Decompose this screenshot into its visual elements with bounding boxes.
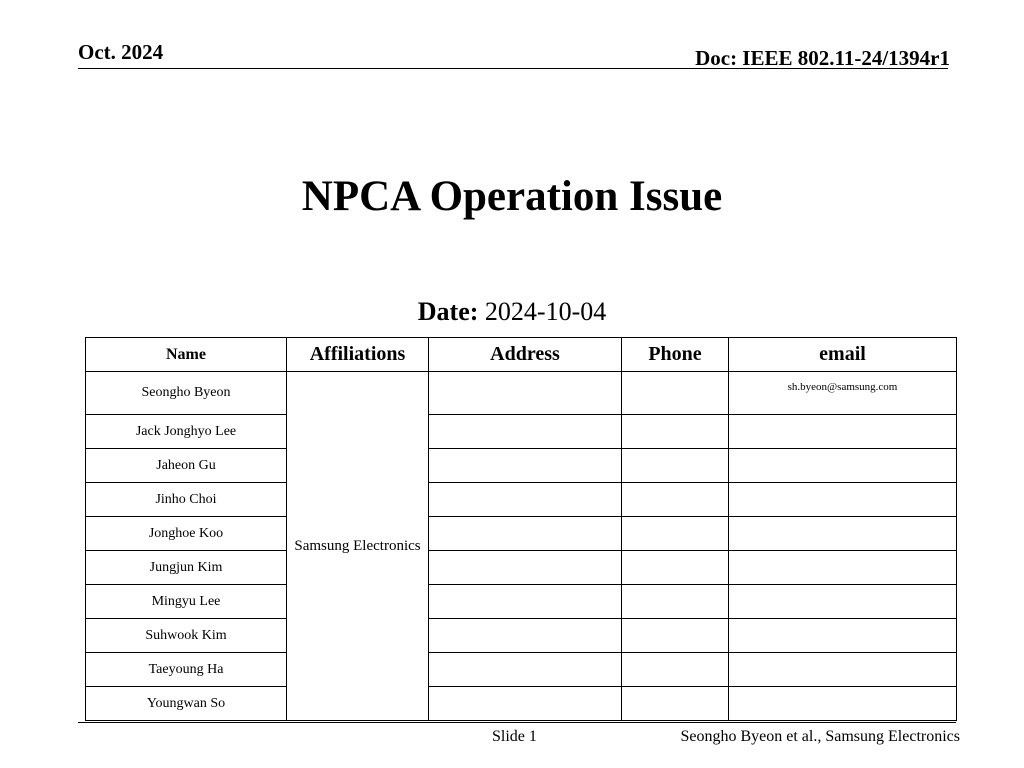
table-row: [86, 483, 957, 517]
author-email: [729, 619, 957, 653]
author-phone: [622, 449, 729, 483]
author-address: [429, 619, 622, 653]
footer-authors: Seongho Byeon et al., Samsung Electronics: [680, 728, 960, 745]
author-phone: [622, 653, 729, 687]
author-name: Jonghoe Koo: [86, 517, 287, 551]
table-row: [86, 653, 957, 687]
author-phone: [622, 619, 729, 653]
table-row: [86, 619, 957, 653]
table-row: [86, 517, 957, 551]
column-header-name: Name: [86, 338, 287, 372]
table-row: [86, 687, 957, 721]
date-line: [0, 297, 1024, 327]
author-email: [729, 483, 957, 517]
table-header-row: [86, 338, 957, 372]
table-row: [86, 551, 957, 585]
author-name: Jack Jonghyo Lee: [86, 415, 287, 449]
table-row: [86, 585, 957, 619]
author-address: [429, 517, 622, 551]
author-email: [729, 449, 957, 483]
column-header-email: email: [729, 338, 957, 372]
author-address: [429, 551, 622, 585]
table-row: [86, 449, 957, 483]
footer-divider: [78, 722, 956, 723]
table-row: [86, 415, 957, 449]
author-name: Jungjun Kim: [86, 551, 287, 585]
author-name: Youngwan So: [86, 687, 287, 721]
author-address: [429, 653, 622, 687]
author-phone: [622, 551, 729, 585]
header-doc-id: Doc: IEEE 802.11-24/1394r1: [695, 46, 950, 70]
author-phone: [622, 415, 729, 449]
author-phone: [622, 687, 729, 721]
author-address: [429, 585, 622, 619]
header-date: Oct. 2024: [78, 40, 164, 64]
authors-table: [85, 337, 957, 721]
date-value: 2024-10-04: [484, 297, 607, 326]
author-address: [429, 372, 622, 415]
author-email: [729, 517, 957, 551]
author-affiliation: Samsung Electronics: [287, 372, 429, 721]
header-divider: [78, 68, 948, 69]
author-email: sh.byeon@samsung.com: [729, 372, 957, 415]
date-label: Date:: [417, 297, 479, 326]
author-email: [729, 585, 957, 619]
author-email: [729, 551, 957, 585]
author-email: [729, 653, 957, 687]
footer-slide-number: Slide 1: [492, 728, 537, 745]
author-phone: [622, 585, 729, 619]
author-address: [429, 483, 622, 517]
slide-title: NPCA Operation Issue: [301, 173, 723, 220]
author-address: [429, 687, 622, 721]
author-address: [429, 415, 622, 449]
author-name: Mingyu Lee: [86, 585, 287, 619]
author-name: Seongho Byeon: [86, 372, 287, 415]
author-phone: [622, 517, 729, 551]
author-address: [429, 449, 622, 483]
author-phone: [622, 483, 729, 517]
author-name: Jinho Choi: [86, 483, 287, 517]
author-email: [729, 415, 957, 449]
column-header-affiliations: Affiliations: [287, 338, 429, 372]
table-row: [86, 372, 957, 415]
author-name: Suhwook Kim: [86, 619, 287, 653]
column-header-address: Address: [429, 338, 622, 372]
author-phone: [622, 372, 729, 415]
author-email: [729, 687, 957, 721]
author-name: Taeyoung Ha: [86, 653, 287, 687]
column-header-phone: Phone: [622, 338, 729, 372]
author-name: Jaheon Gu: [86, 449, 287, 483]
